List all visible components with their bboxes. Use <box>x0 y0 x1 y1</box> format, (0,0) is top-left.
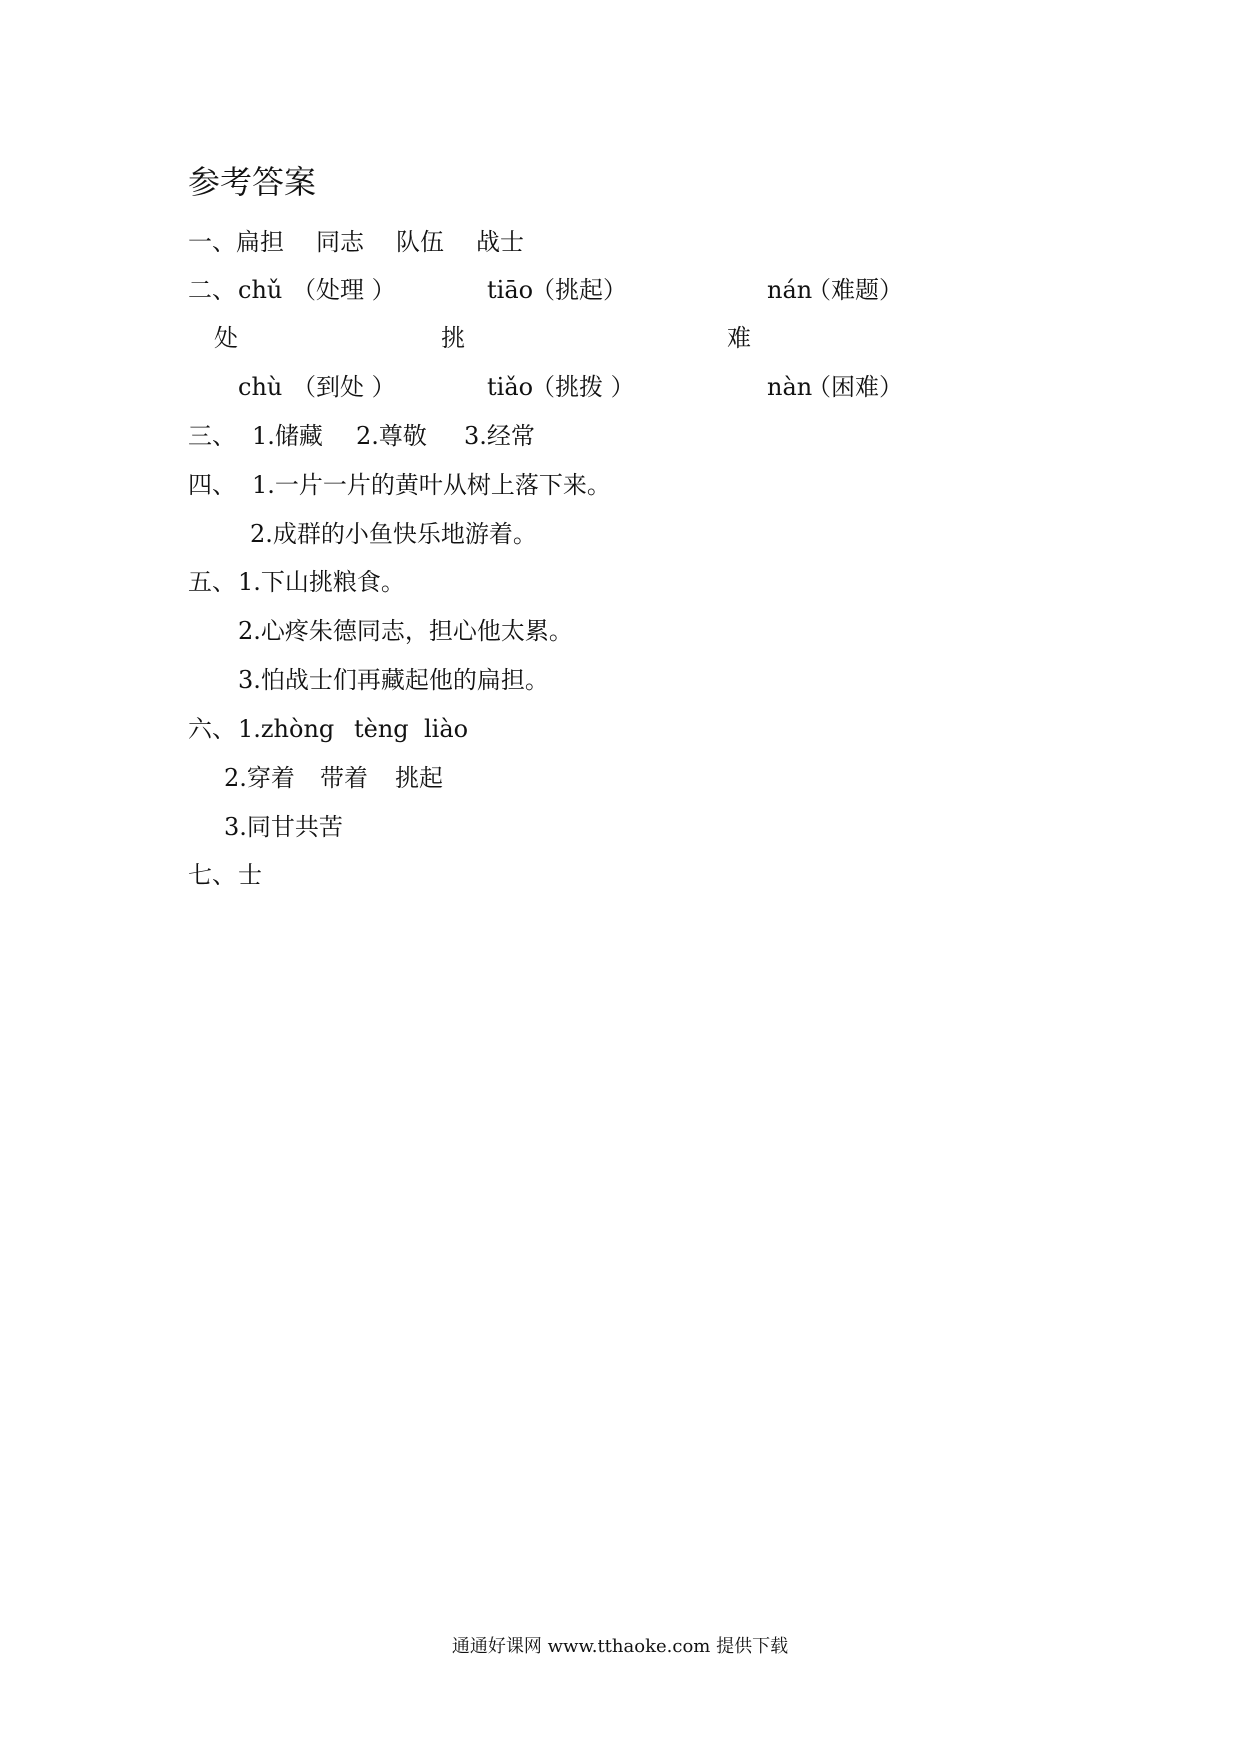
pinyin-text: 1.zhòng <box>238 715 335 743</box>
word-text: （挑起） <box>531 276 627 304</box>
word-text: （难题） <box>807 276 903 304</box>
question-label: 七、 <box>188 861 236 889</box>
answer-word: 扁担 <box>236 228 284 256</box>
answer-word: 队伍 <box>396 228 444 256</box>
polyphone-char: 难 <box>727 324 751 352</box>
word-text: （挑拨 ） <box>531 373 635 401</box>
answer-item: 挑起 <box>395 764 443 792</box>
page-title: 参考答案 <box>188 163 317 201</box>
word-text: （困难） <box>807 373 903 401</box>
question-label: 四、 <box>188 471 236 499</box>
word-text: （到处 ） <box>292 373 396 401</box>
answer-item: 1.储藏 <box>252 422 323 450</box>
answer-sentence: 1.下山挑粮食。 <box>238 568 405 596</box>
question-label: 五、 <box>188 568 236 596</box>
answer-item: 2.尊敬 <box>356 422 427 450</box>
answer-word: 同志 <box>316 228 364 256</box>
polyphone-char: 处 <box>214 324 238 352</box>
answer-item: 3.经常 <box>464 422 535 450</box>
pinyin-text: tiāo <box>487 276 534 304</box>
answer-sentence: 3.怕战士们再藏起他的扁担。 <box>238 666 549 694</box>
answer-word: 战士 <box>476 228 524 256</box>
answer-sentence: 2.成群的小鱼快乐地游着。 <box>250 520 537 548</box>
pinyin-text: tèng <box>354 715 409 743</box>
polyphone-char: 挑 <box>441 324 465 352</box>
answer-sentence: 1.一片一片的黄叶从树上落下来。 <box>252 471 611 499</box>
answer-item: 带着 <box>320 764 368 792</box>
word-text: （处理 ） <box>292 276 396 304</box>
question-label: 六、 <box>188 715 236 743</box>
footer-text: 通通好课网 www.tthaoke.com 提供下载 <box>451 1636 789 1657</box>
pinyin-text: chù <box>238 373 283 401</box>
question-label: 一、 <box>188 228 236 256</box>
pinyin-text: chǔ <box>238 276 283 304</box>
answer-item: 士 <box>238 861 262 889</box>
question-label: 二、 <box>188 276 236 304</box>
question-1-answer <box>188 226 524 258</box>
pinyin-text: liào <box>424 715 469 743</box>
pinyin-text: tiǎo <box>487 373 534 401</box>
answer-sentence: 2.心疼朱德同志，担心他太累。 <box>238 617 573 645</box>
answer-item: 3.同甘共苦 <box>224 813 343 841</box>
answer-item: 2.穿着 <box>224 764 295 792</box>
pinyin-text: nàn <box>767 373 813 401</box>
pinyin-text: nán <box>767 276 813 304</box>
question-label: 三、 <box>188 422 236 450</box>
